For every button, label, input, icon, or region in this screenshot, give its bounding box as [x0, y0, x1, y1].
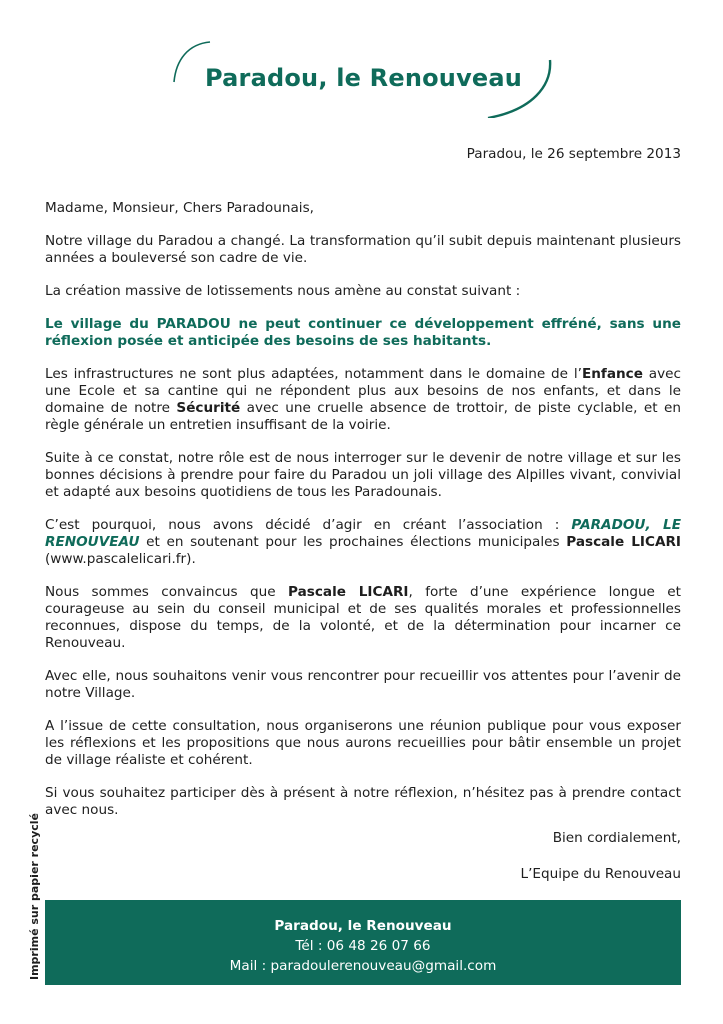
paragraph-6 — [45, 517, 681, 568]
candidate-name: Pascale LICARI — [566, 534, 681, 550]
letter-body — [45, 200, 681, 835]
paragraph-5: Suite à ce constat, notre rôle est de nous interroger sur le devenir de notre village et sur les bonnes décisions à prendre pour faire du Paradou un joli village des Alpilles vivant, convivial et adapté aux besoins quotidiens de tous les Paradounais. — [45, 450, 681, 500]
paragraph-10: Si vous souhaitez participer dès à présent à notre réflexion, n’hésitez pas à prendre contact avec nous. — [45, 785, 681, 818]
salutation: Madame, Monsieur, Chers Paradounais, — [45, 200, 314, 216]
footer-phone: Tél : 06 48 26 07 66 — [295, 938, 431, 954]
closing-signature: L’Equipe du Renouveau — [520, 866, 681, 882]
footer-email: Mail : paradoulerenouveau@gmail.com — [229, 958, 497, 974]
paragraph-1: Notre village du Paradou a changé. La transformation qu’il subit depuis maintenant plusieurs années a bouleversé son cadre de vie. — [45, 233, 681, 266]
paragraph-7 — [45, 584, 681, 652]
text: Nous sommes convaincus que — [45, 584, 288, 600]
closing-greeting: Bien cordialement, — [552, 830, 681, 846]
paragraph-4 — [45, 366, 681, 434]
highlight-paragraph: Le village du PARADOU ne peut continuer ce développement effréné, sans une réflexion posée et anticipée des besoins de ses habitants. — [45, 316, 681, 349]
text: avec une cruelle absence de trottoir, de piste cyclable, et en règle générale un entretien insuffisant de la voirie. — [45, 400, 681, 433]
text: C’est pourquoi, nous avons décidé d’agir en créant l’association : — [45, 517, 572, 533]
paragraph-9: A l’issue de cette consultation, nous organiserons une réunion publique pour vous exposer les réflexions et les propositions que nous aurons recueillies pour bâtir ensemble un projet de village réaliste et cohérent. — [45, 718, 681, 768]
securite-bold: Sécurité — [176, 400, 241, 416]
logo — [170, 38, 560, 118]
footer-contact-box — [45, 900, 681, 985]
text: Les infrastructures ne sont plus adaptées, notamment dans le domaine de l’ — [45, 366, 582, 382]
association-name: PARADOU, LE RENOUVEAU — [45, 517, 682, 550]
paragraph-8: Avec elle, nous souhaitons venir vous rencontrer pour recueillir vos attentes pour l’avenir de notre Village. — [45, 668, 681, 701]
letter-date: Paradou, le 26 septembre 2013 — [466, 146, 681, 162]
recycled-paper-note: Imprimé sur papier recyclé — [28, 813, 41, 980]
candidate-name: Pascale LICARI — [287, 584, 409, 600]
text: et en soutenant pour les prochaines élections municipales — [139, 534, 567, 550]
website-text: (www.pascalelicari.fr). — [45, 551, 196, 567]
text: avec une Ecole et sa cantine qui ne répondent plus aux besoins de nos enfants, et dans le domaine de notre — [45, 366, 681, 416]
footer-name: Paradou, le Renouveau — [274, 918, 452, 934]
enfance-bold: Enfance — [581, 366, 643, 382]
logo-title: Paradou, le Renouveau — [205, 64, 523, 92]
paragraph-2: La création massive de lotissements nous amène au constat suivant : — [45, 283, 521, 299]
text: , forte d’une expérience longue et courageuse au sein du conseil municipal et de ses qualités morales et professionnelles reconnues, dispose du temps, de la volonté, et de la détermination pour incarner ce Renouveau. — [45, 584, 681, 651]
